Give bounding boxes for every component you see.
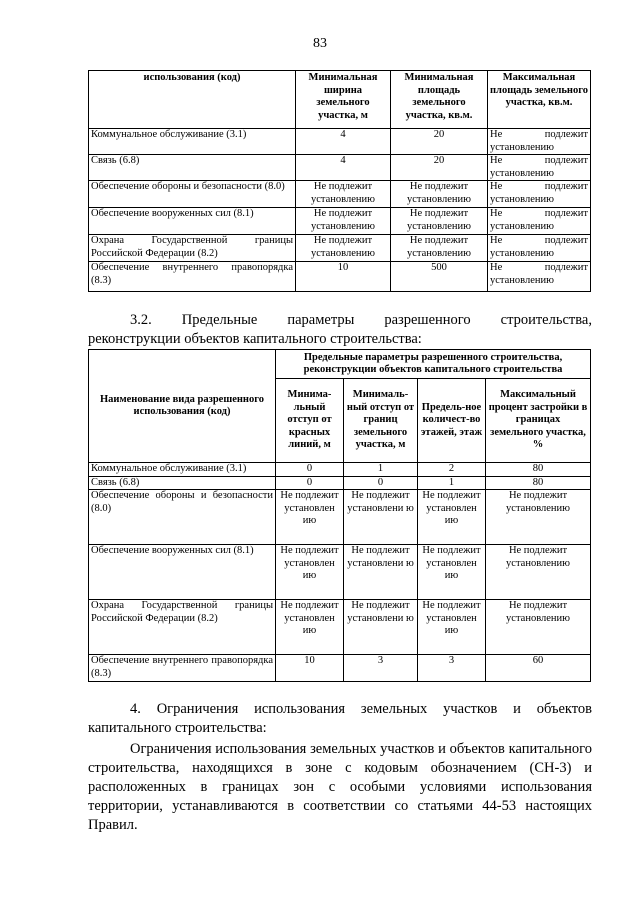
row-name-text: Обеспечение обороны и безопасности (8.0) <box>91 490 273 514</box>
heading-word: разрешенного <box>384 312 471 328</box>
row-name <box>89 545 276 600</box>
table-row <box>89 476 591 490</box>
cell-max-floors: 3 <box>418 655 486 682</box>
cell-red-line-setback: 0 <box>276 476 344 490</box>
header-parameters-group: Предельные параметры разрешенного строительства, реконструкции объектов капитального строительства <box>276 350 591 379</box>
row-name: Связь (6.8) <box>89 155 296 181</box>
cell-min-area: Не подлежит установлению <box>391 208 488 235</box>
section-4-body: Ограничения использования земельных участков и объектов капитального строительства, находящихся в зоне с кодовым обозначением (СН-3) и расположенных в границах зон с особыми условиями использования территории, устанавливаются в соответствии со статьями 44-53 настоящих Правил. <box>88 741 592 833</box>
cell-boundary-setback: Не подлежит установлени ю <box>344 545 418 600</box>
cell-max-area: Не подлежит установлению <box>488 181 591 208</box>
table-row <box>89 262 591 292</box>
cell-max-area: Не подлежит установлению <box>488 155 591 181</box>
row-name: Обеспечение вооруженных сил (8.1) <box>89 208 296 235</box>
row-name: Коммунальное обслуживание (3.1) <box>89 463 276 477</box>
cell-min-area: 20 <box>391 155 488 181</box>
header-red-line-setback: Минима-льный отступ от красных линий, м <box>276 379 344 463</box>
table-row <box>89 600 591 655</box>
heading-word: параметры <box>287 312 355 328</box>
table-row <box>89 208 591 235</box>
heading-word: Предельные <box>181 312 258 328</box>
header-usage-code: использования (код) <box>89 71 296 129</box>
table-header-row <box>89 71 591 129</box>
cell-boundary-setback: Не подлежит установлени ю <box>344 600 418 655</box>
header-max-coverage: Максимальный процент застройки в границах земельного участка, % <box>486 379 591 463</box>
cell-max-floors: Не подлежит установлен ию <box>418 600 486 655</box>
cell-boundary-setback: 0 <box>344 476 418 490</box>
header-max-floors: Предель-ное количест-во этажей, этаж <box>418 379 486 463</box>
cell-boundary-setback: 1 <box>344 463 418 477</box>
row-name: Связь (6.8) <box>89 476 276 490</box>
cell-min-area: 500 <box>391 262 488 292</box>
cell-max-area: Не подлежит установлению <box>488 235 591 262</box>
header-min-width: Минимальная ширина земельного участка, м <box>296 71 391 129</box>
cell-min-area: Не подлежит установлению <box>391 181 488 208</box>
row-name: Обеспечение обороны и безопасности (8.0) <box>89 181 296 208</box>
cell-min-width: Не подлежит установлению <box>296 235 391 262</box>
cell-min-width: 4 <box>296 129 391 155</box>
header-boundary-setback: Минималь-ный отступ от границ земельного участка, м <box>344 379 418 463</box>
cell-min-width: 10 <box>296 262 391 292</box>
cell-max-floors: 1 <box>418 476 486 490</box>
cell-max-coverage: Не подлежит установлению <box>486 490 591 545</box>
cell-max-coverage: Не подлежит установлению <box>486 545 591 600</box>
header-max-area: Максимальная площадь земельного участка, кв.м. <box>488 71 591 129</box>
table-header-row <box>89 350 591 379</box>
table-row <box>89 545 591 600</box>
row-name: Обеспечение внутреннего правопорядка (8.3) <box>89 262 296 292</box>
cell-max-coverage: 80 <box>486 463 591 477</box>
cell-max-coverage: 60 <box>486 655 591 682</box>
table-row <box>89 235 591 262</box>
cell-max-area: Не подлежит установлению <box>488 262 591 292</box>
row-name-text: Охрана Государственной границы Российской Федерации (8.2) <box>91 600 273 624</box>
cell-red-line-setback: Не подлежит установлен ию <box>276 545 344 600</box>
row-name <box>89 490 276 545</box>
cell-min-width: 4 <box>296 155 391 181</box>
header-min-area: Минимальная площадь земельного участка, кв.м. <box>391 71 488 129</box>
table-row <box>89 181 591 208</box>
cell-max-floors: Не подлежит установлен ию <box>418 490 486 545</box>
land-plot-size-table <box>88 70 591 292</box>
row-name <box>89 655 276 682</box>
cell-min-width: Не подлежит установлению <box>296 181 391 208</box>
cell-boundary-setback: 3 <box>344 655 418 682</box>
table-row <box>89 655 591 682</box>
heading-word: строительства, <box>500 312 592 328</box>
cell-red-line-setback: Не подлежит установлен ию <box>276 490 344 545</box>
table-row <box>89 463 591 477</box>
cell-max-floors: Не подлежит установлен ию <box>418 545 486 600</box>
cell-max-area: Не подлежит установлению <box>488 208 591 235</box>
cell-red-line-setback: Не подлежит установлен ию <box>276 600 344 655</box>
building-parameters-table <box>88 349 591 682</box>
cell-max-floors: 2 <box>418 463 486 477</box>
section-3-2-heading-line2: реконструкции объектов капитального строительства: <box>88 331 422 347</box>
header-usage-name: Наименование вида разрешенного использования (код) <box>89 350 276 463</box>
page-number: 83 <box>313 36 327 51</box>
table-row <box>89 155 591 181</box>
cell-boundary-setback: Не подлежит установлени ю <box>344 490 418 545</box>
cell-max-area: Не подлежит установлению <box>488 129 591 155</box>
section-number: 3.2. <box>130 312 152 328</box>
row-name <box>89 600 276 655</box>
row-name: Охрана Государственной границы Российской Федерации (8.2) <box>89 235 296 262</box>
section-3-2-heading-line1 <box>88 311 592 330</box>
cell-min-area: Не подлежит установлению <box>391 235 488 262</box>
table-row <box>89 129 591 155</box>
row-name: Коммунальное обслуживание (3.1) <box>89 129 296 155</box>
section-4-heading: 4. Ограничения использования земельных участков и объектов капитального строительства: <box>88 701 592 736</box>
cell-max-coverage: Не подлежит установлению <box>486 600 591 655</box>
row-name-text: Обеспечение вооруженных сил (8.1) <box>91 545 254 556</box>
cell-min-area: 20 <box>391 129 488 155</box>
cell-red-line-setback: 10 <box>276 655 344 682</box>
table-row <box>89 490 591 545</box>
cell-min-width: Не подлежит установлению <box>296 208 391 235</box>
cell-max-coverage: 80 <box>486 476 591 490</box>
row-name-text: Обеспечение внутреннего правопорядка (8.3) <box>91 655 273 679</box>
cell-red-line-setback: 0 <box>276 463 344 477</box>
